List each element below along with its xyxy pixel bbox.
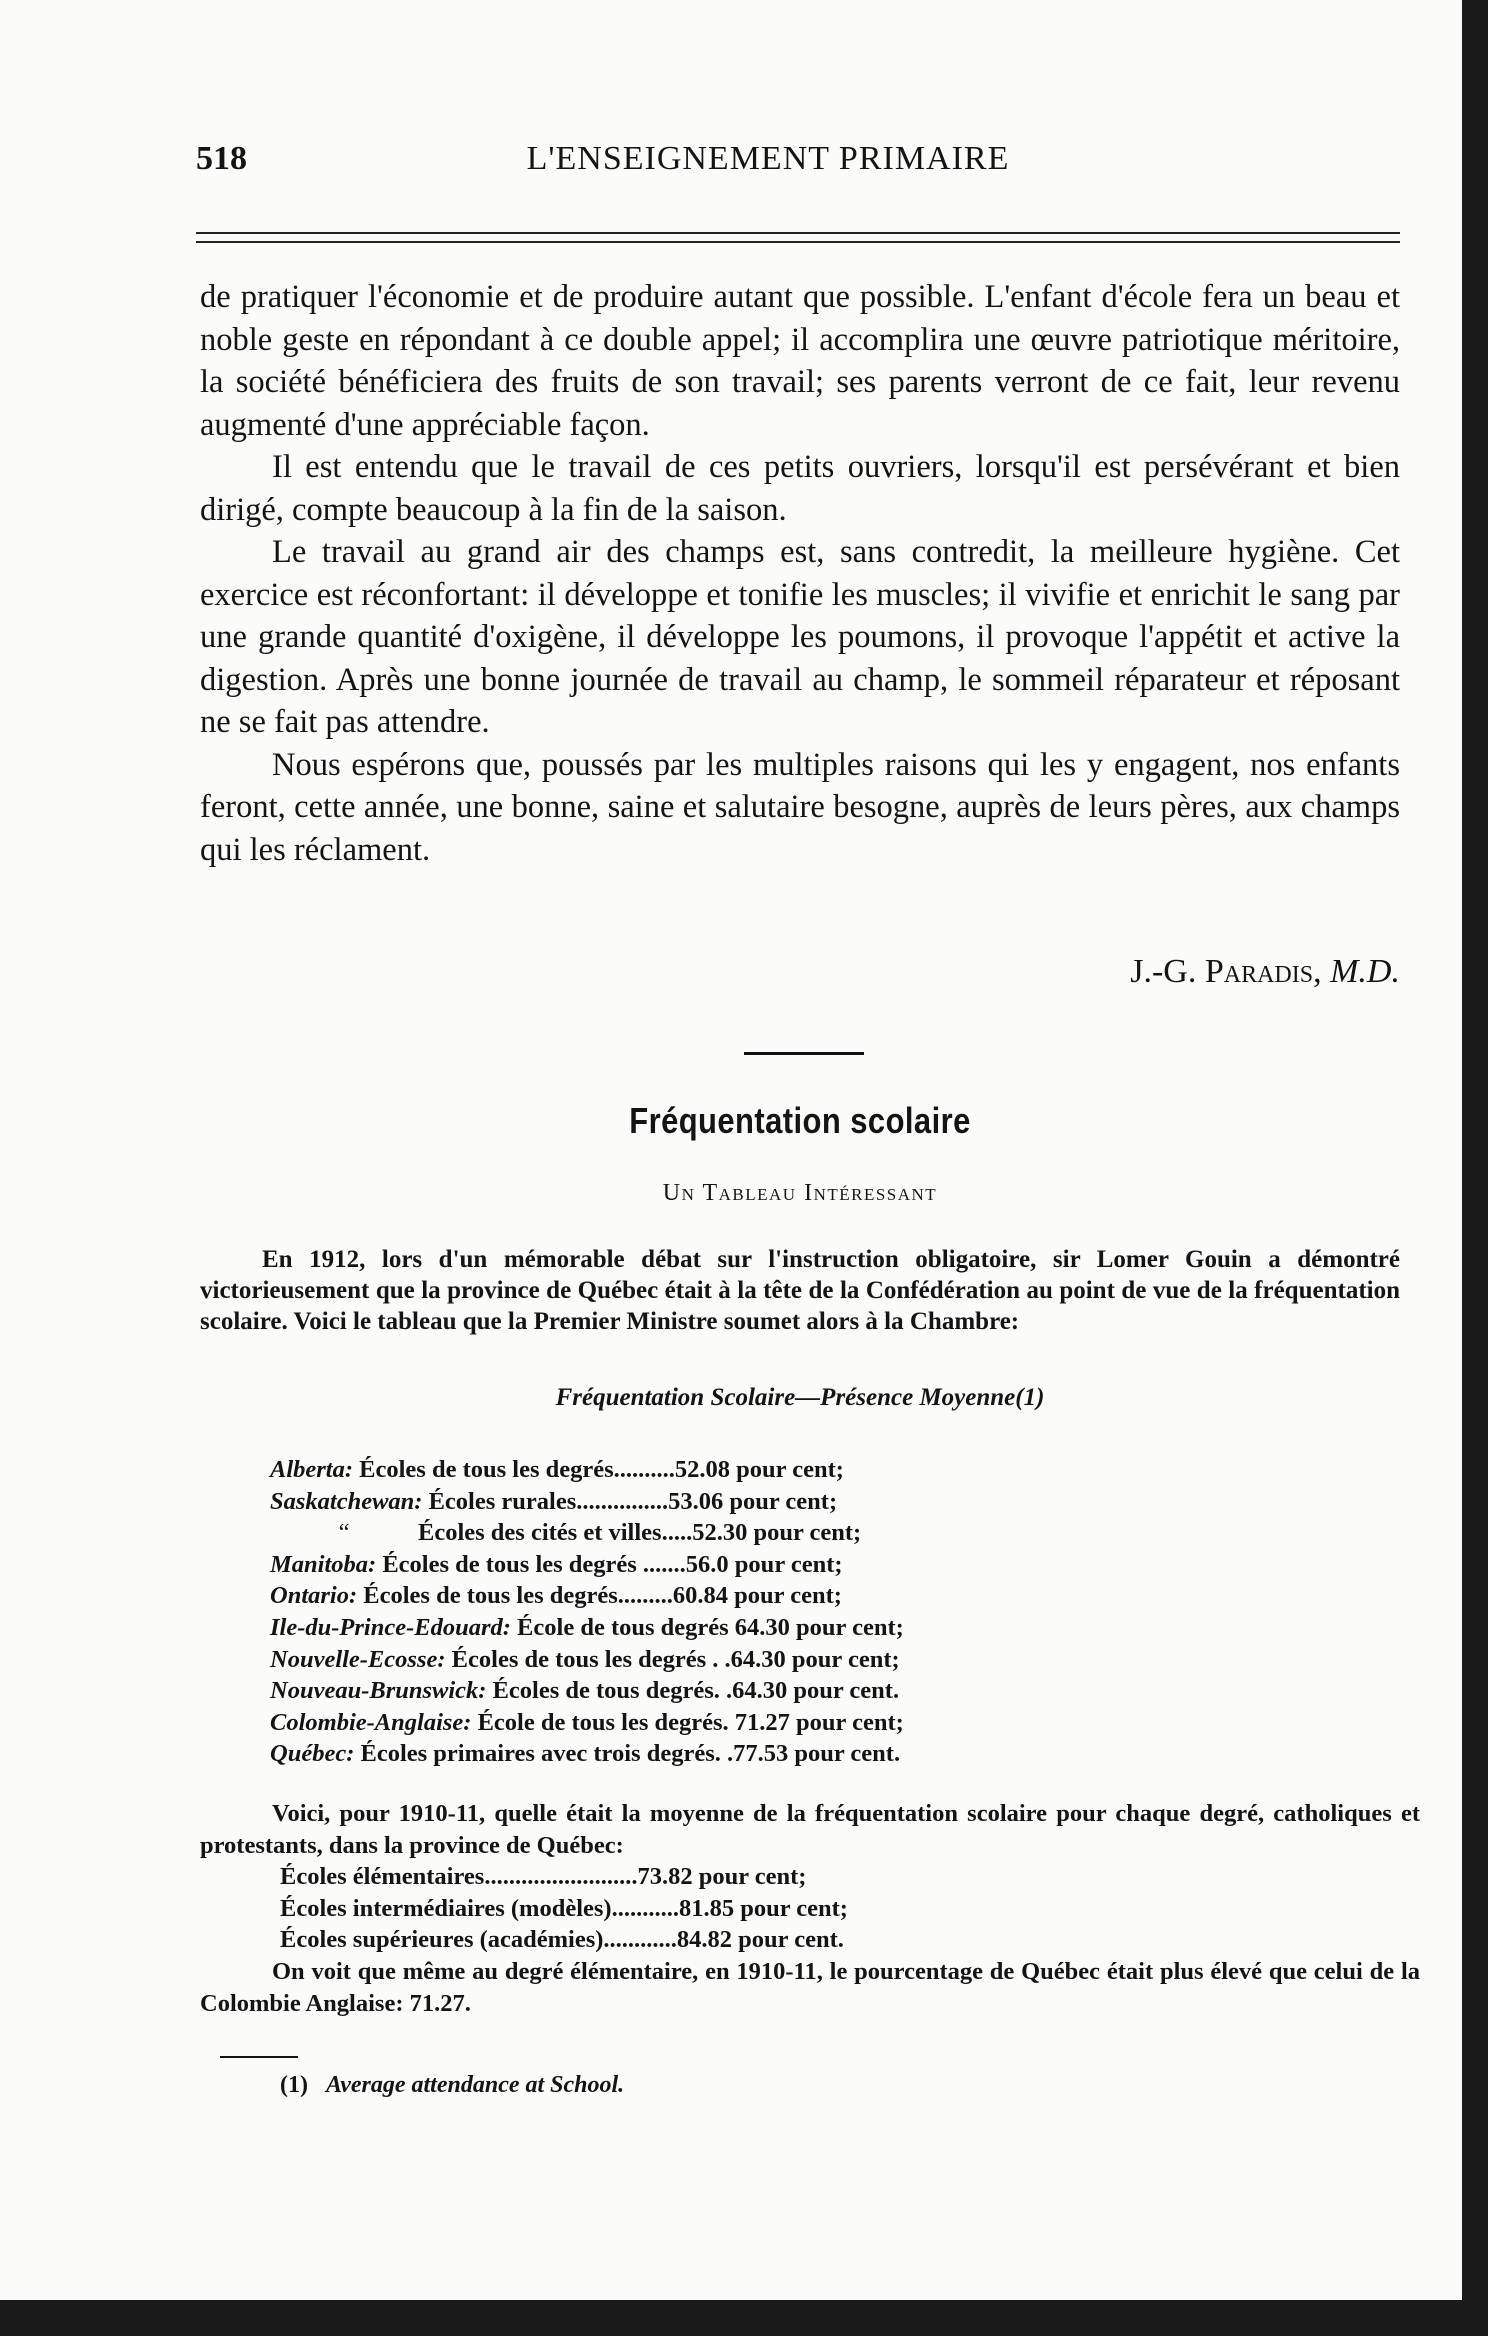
section-title: Fréquentation scolaire: [629, 1100, 971, 1141]
list-item: [270, 1675, 1420, 1707]
list-item: Écoles élémentaires.........................73.82 pour cent;: [280, 1863, 807, 1891]
province-name: Manitoba:: [270, 1550, 377, 1578]
page-number: 518: [196, 140, 247, 177]
list-item: Écoles supérieures (académies)............84.82 pour cent.: [280, 1926, 844, 1954]
section-subtitle: Un Tableau Intéressant: [662, 1180, 938, 1206]
list-item: Écoles intermédiaires (modèles)...........81.85 pour cent;: [280, 1894, 848, 1922]
list-item: [270, 1612, 1420, 1644]
row-text: Écoles de tous les degrés..........52.08 pour cent;: [353, 1456, 844, 1483]
footnote-text: Average attendance at School.: [325, 2072, 625, 2098]
list-item: [270, 1549, 1420, 1581]
running-title: L'ENSEIGNEMENT PRIMAIRE: [526, 140, 1010, 177]
footnote: [280, 2072, 624, 2099]
conclusion: On voit que même au degré élémentaire, en 1910-11, le pourcentage de Québec était plus élevé que celui de la Colombie Anglaise: 71.27.: [200, 1957, 1420, 2017]
article-body: [200, 276, 1400, 871]
list-item: [270, 1738, 1420, 1770]
paragraph: de pratiquer l'économie et de produire autant que possible. L'enfant d'école fera un beau et noble geste en répondant à ce double appel; il accomplira une œuvre patriotique méritoire, la société bénéficiera des fruits de son travail; ses parents verront de ce fait, leur revenu augmenté d'une appréciable façon.: [200, 279, 1400, 443]
list-item: [270, 1486, 1420, 1518]
province-name: Ile-du-Prince-Edouard:: [270, 1613, 511, 1641]
header-rule: [196, 232, 1400, 243]
footnote-marker: (1): [280, 2072, 308, 2098]
ditto-mark: “: [338, 1519, 350, 1547]
page-header: [196, 140, 1400, 190]
row-text: Écoles de tous les degrés .......56.0 pour cent;: [376, 1550, 843, 1578]
province-name: Colombie-Anglaise:: [270, 1708, 472, 1736]
paragraph: Nous espérons que, poussés par les multiples raisons qui les y engagent, nos enfants feront, cette année, une bonne, saine et salutaire besogne, auprès de leurs pères, aux champs qui les réclament.: [200, 746, 1400, 868]
quebec-notes: [200, 1798, 1420, 2019]
row-text: Écoles de tous degrés. .64.30 pour cent.: [486, 1677, 900, 1705]
province-name: Alberta:: [270, 1456, 354, 1483]
province-name: Saskatchewan:: [270, 1487, 423, 1515]
signature-title: M.D.: [1330, 953, 1400, 990]
attendance-list: [270, 1454, 1420, 1770]
row-text: Écoles des cités et villes.....52.30 pour cent;: [418, 1519, 862, 1547]
province-name: Nouveau-Brunswick:: [270, 1677, 487, 1705]
province-name: Québec:: [270, 1740, 355, 1768]
row-text: Écoles primaires avec trois degrés. .77.53 pour cent.: [354, 1740, 901, 1768]
table-title: Fréquentation Scolaire—Présence Moyenne(1): [555, 1384, 1045, 1411]
signature-name: J.-G. Paradis,: [1130, 953, 1322, 990]
row-text: École de tous degrés 64.30 pour cent;: [510, 1613, 904, 1641]
list-item: [270, 1580, 1420, 1612]
section-intro: [200, 1244, 1400, 1337]
list-item: [270, 1644, 1420, 1676]
province-name: Nouvelle-Ecosse:: [270, 1645, 446, 1673]
list-item: [270, 1454, 1420, 1486]
footnote-rule: [220, 2056, 298, 2058]
row-text: Écoles de tous les degrés . .64.30 pour cent;: [445, 1645, 900, 1673]
paragraph: Il est entendu que le travail de ces petits ouvriers, lorsqu'il est persévérant et bien dirigé, compte beaucoup à la fin de la saison.: [200, 449, 1400, 528]
list-item: [270, 1517, 1420, 1549]
note-intro: Voici, pour 1910-11, quelle était la moyenne de la fréquentation scolaire pour chaque degré, catholiques et protestants, dans la province de Québec:: [200, 1800, 1420, 1859]
province-name: Ontario:: [270, 1582, 358, 1610]
row-text: Écoles rurales...............53.06 pour cent;: [422, 1487, 838, 1515]
paragraph: Le travail au grand air des champs est, sans contredit, la meilleure hygiène. Cet exercice est réconfortant: il développe et tonifie les muscles; il vivifie et enrichit le sang par une grande quantité d'oxigène, il développe les poumons, il provoque l'appétit et active la digestion. Après une bonne journée de travail au champ, le sommeil réparateur et réposant ne se fait pas attendre.: [200, 534, 1400, 740]
section-divider: [744, 1052, 864, 1055]
author-signature: [200, 950, 1400, 994]
list-item: [270, 1707, 1420, 1739]
row-text: Écoles de tous les degrés.........60.84 pour cent;: [357, 1582, 842, 1610]
row-text: École de tous les degrés. 71.27 pour cent;: [471, 1708, 904, 1736]
intro-paragraph: En 1912, lors d'un mémorable débat sur l'instruction obligatoire, sir Lomer Gouin a démontré victorieusement que la province de Québec était à la tête de la Confédération au point de vue de la fréquentation scolaire. Voici le tableau que la Premier Ministre soumet alors à la Chambre:: [200, 1246, 1400, 1335]
